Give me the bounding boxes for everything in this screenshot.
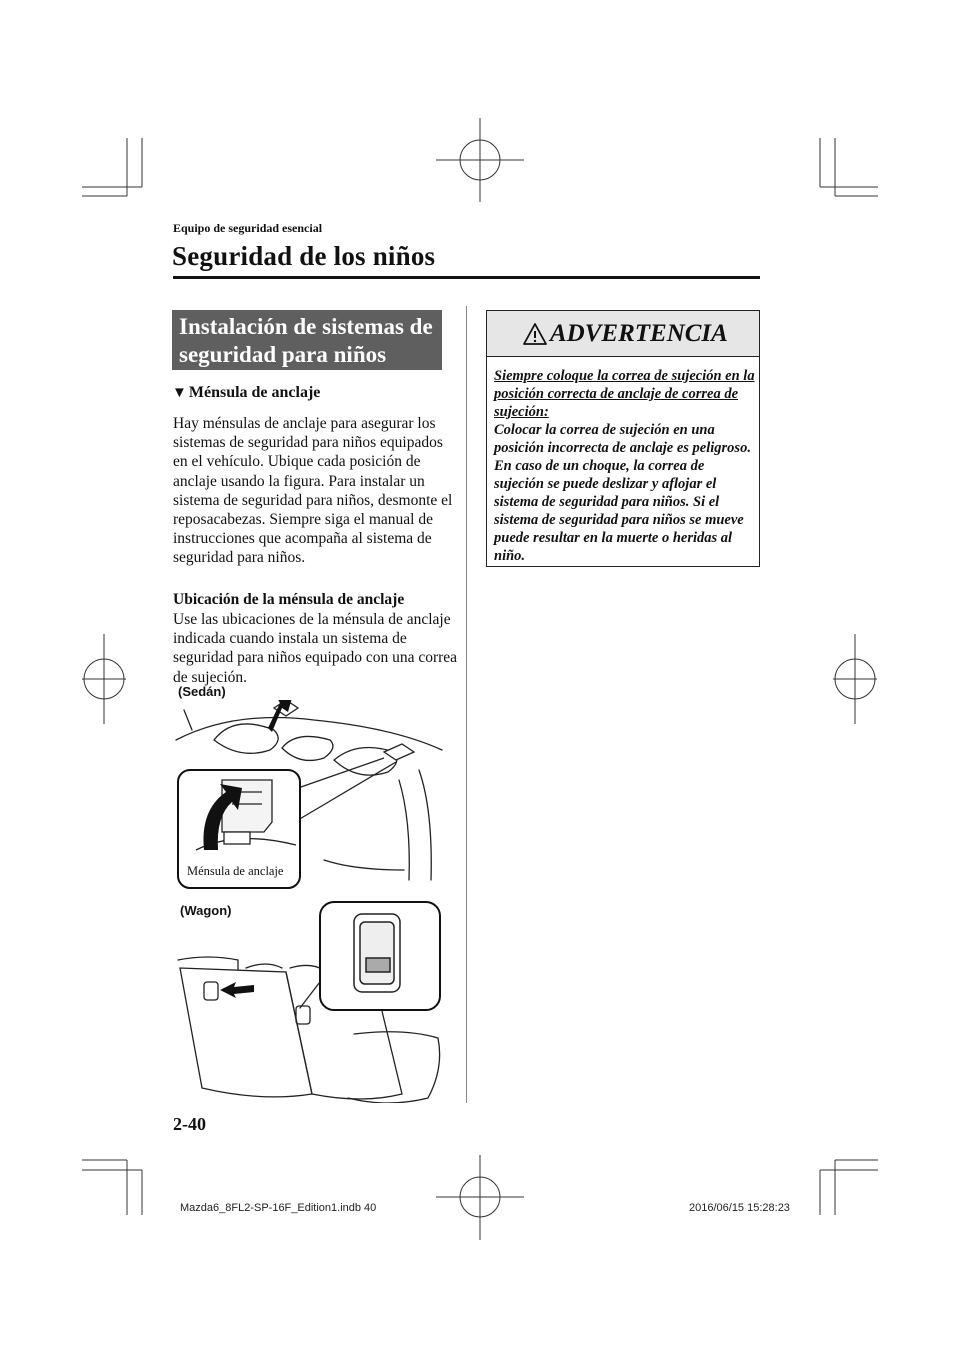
section-heading: Instalación de sistemas de seguridad para niños xyxy=(172,310,442,370)
print-timestamp: 2016/06/15 15:28:23 xyxy=(689,1202,790,1214)
location-paragraph: Use las ubicaciones de la ménsula de anclaje indicada cuando instala un sistema de seguridad para niños equipado con una correa de sujeción. xyxy=(173,611,458,686)
warning-title: ADVERTENCIA xyxy=(550,320,728,347)
column-divider xyxy=(466,306,467,1103)
print-file-info: Mazda6_8FL2-SP-16F_Edition1.indb 40 xyxy=(180,1202,377,1214)
wagon-label: (Wagon) xyxy=(180,903,232,918)
chapter-title: Seguridad de los niños xyxy=(172,241,436,271)
callout-label: Ménsula de anclaje xyxy=(187,864,284,878)
section-label: Equipo de seguridad esencial xyxy=(173,221,323,235)
subheading-text: Ménsula de anclaje xyxy=(188,384,321,401)
warning-text: Colocar la correa de sujeción en una posición incorrecta de anclaje es peligroso. En caso de un choque, la correa de sujeción se puede deslizar y aflojar el sistema de seguridad para niños. Si el sistema de seguridad para niños se mueve puede resultar en la muerte o heridas al niño. xyxy=(494,422,751,564)
page-number: 2-40 xyxy=(173,1114,206,1134)
location-title: Ubicación de la ménsula de anclaje xyxy=(173,591,405,608)
triangle-bullet-icon: ▼ xyxy=(172,385,187,401)
arrow-icon xyxy=(268,700,292,732)
chapter-rule xyxy=(173,276,760,279)
warning-lead: Siempre coloque la correa de sujeción en la posición correcta de anclaje de correa de sujeción: xyxy=(494,368,755,420)
warning-triangle-icon xyxy=(522,322,548,346)
anchor-bracket-sedan-illustration xyxy=(174,700,464,890)
anchor-bracket-wagon-illustration xyxy=(174,898,444,1103)
sedan-label: (Sedán) xyxy=(178,684,226,699)
intro-paragraph: Hay ménsulas de anclaje para asegurar los sistemas de seguridad para niños equipados en el vehículo. Ubique cada posición de anclaje usando la figura. Para instalar un sistema de seguridad para niños, desmonte el reposacabezas. Siempre siga el manual de instrucciones que acompaña al sistema de seguridad para niños. xyxy=(173,415,453,567)
subheading xyxy=(172,384,320,402)
